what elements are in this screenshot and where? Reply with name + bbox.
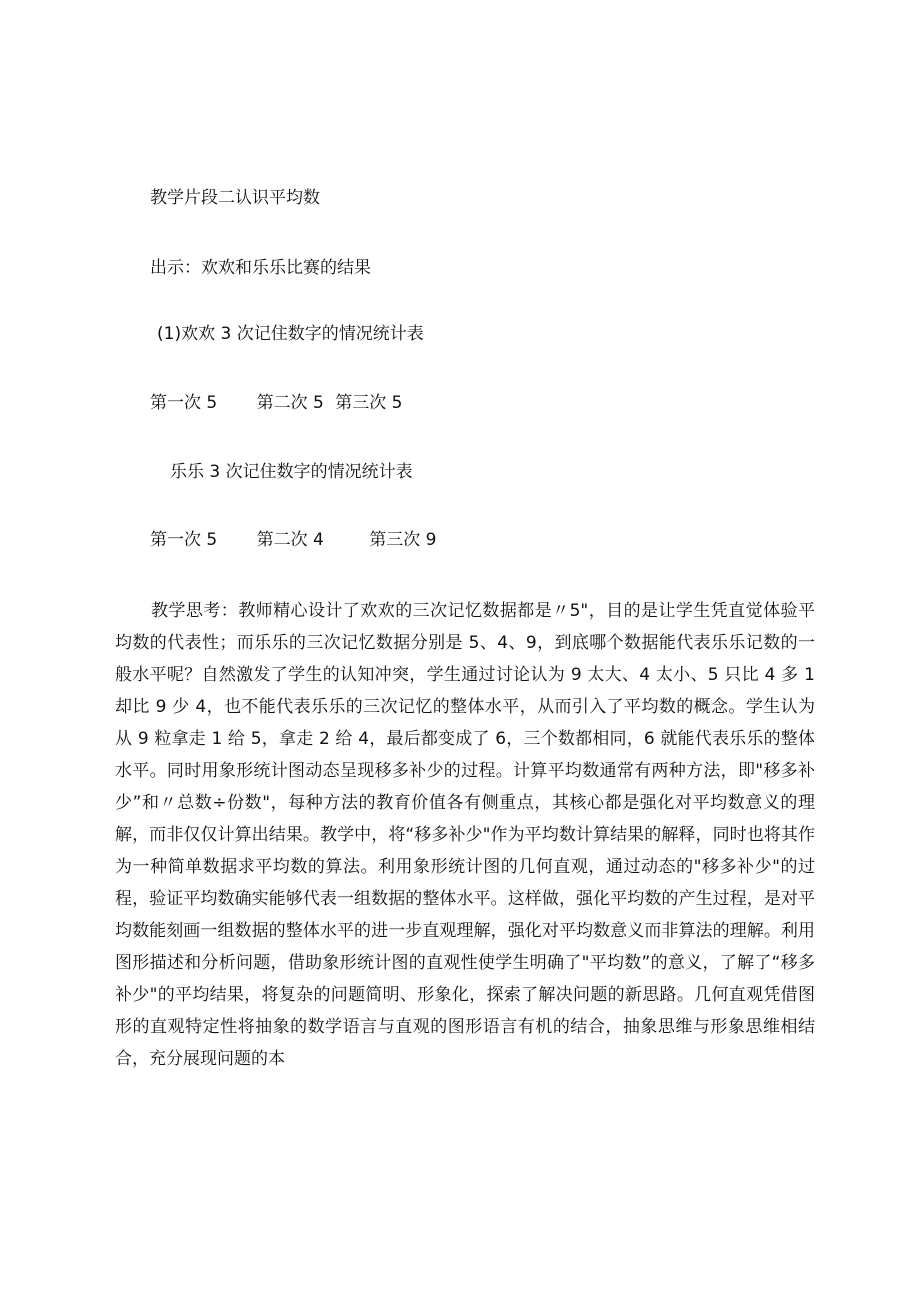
- table1-cell-3: 第三次 5: [335, 393, 403, 413]
- section-heading: 教学片段二认识平均数: [150, 188, 320, 208]
- table2-cell-1: 第一次 5: [150, 530, 218, 550]
- table1-cell-2: 第二次 5: [256, 393, 324, 413]
- table2-cell-3: 第三次 9: [369, 530, 437, 550]
- table2-row: [150, 530, 437, 550]
- table2-caption: 乐乐 3 次记住数字的情况统计表: [170, 462, 413, 482]
- table1-row: [150, 393, 403, 413]
- reflection-paragraph: 教学思考：教师精心设计了欢欢的三次记忆数据都是〃5"，目的是让学生凭直觉体验平均数的代表性；而乐乐的三次记忆数据分别是 5、4、9，到底哪个数据能代表乐乐记数的一般水平呢？自然激发了学生的认知冲突，学生通过讨论认为 9 太大、4 太小、5 只比 4 多 1 却比 9 少 4，也不能代表乐乐的三次记忆的整体水平，从而引入了平均数的概念。学生认为从 9 粒拿走 1 给 5，拿走 2 给 4，最后都变成了 6，三个数都相同，6 就能代表乐乐的整体水平。同时用象形统计图动态呈现移多补少的过程。计算平均数通常有两种方法，即"移多补少”和〃总数÷份数"，每种方法的教育价值各有侧重点，其核心都是强化对平均数意义的理解，而非仅仅计算出结果。教学中，将“移多补少"作为平均数计算结果的解释，同时也将其作为一种简单数据求平均数的算法。利用象形统计图的几何直观，通过动态的"移多补少"的过程，验证平均数确实能够代表一组数据的整体水平。这样做，强化平均数的产生过程，是对平均数能刻画一组数据的整体水平的进一步直观理解，强化对平均数意义而非算法的理解。利用图形描述和分析问题，借助象形统计图的直观性使学生明确了"平均数”的意义，了解了“移多补少"的平均结果，将复杂的问题简明、形象化，探索了解决问题的新思路。几何直观凭借图形的直观特定性将抽象的数学语言与直观的图形语言有机的结合，抽象思维与形象思维相结合，充分展现问题的本: [115, 601, 815, 1069]
- table2-cell-2: 第二次 4: [256, 530, 324, 550]
- intro-line: 出示：欢欢和乐乐比赛的结果: [150, 258, 371, 278]
- table1-cell-1: 第一次 5: [150, 393, 218, 413]
- table1-caption: (1)欢欢 3 次记住数字的情况统计表: [157, 324, 424, 344]
